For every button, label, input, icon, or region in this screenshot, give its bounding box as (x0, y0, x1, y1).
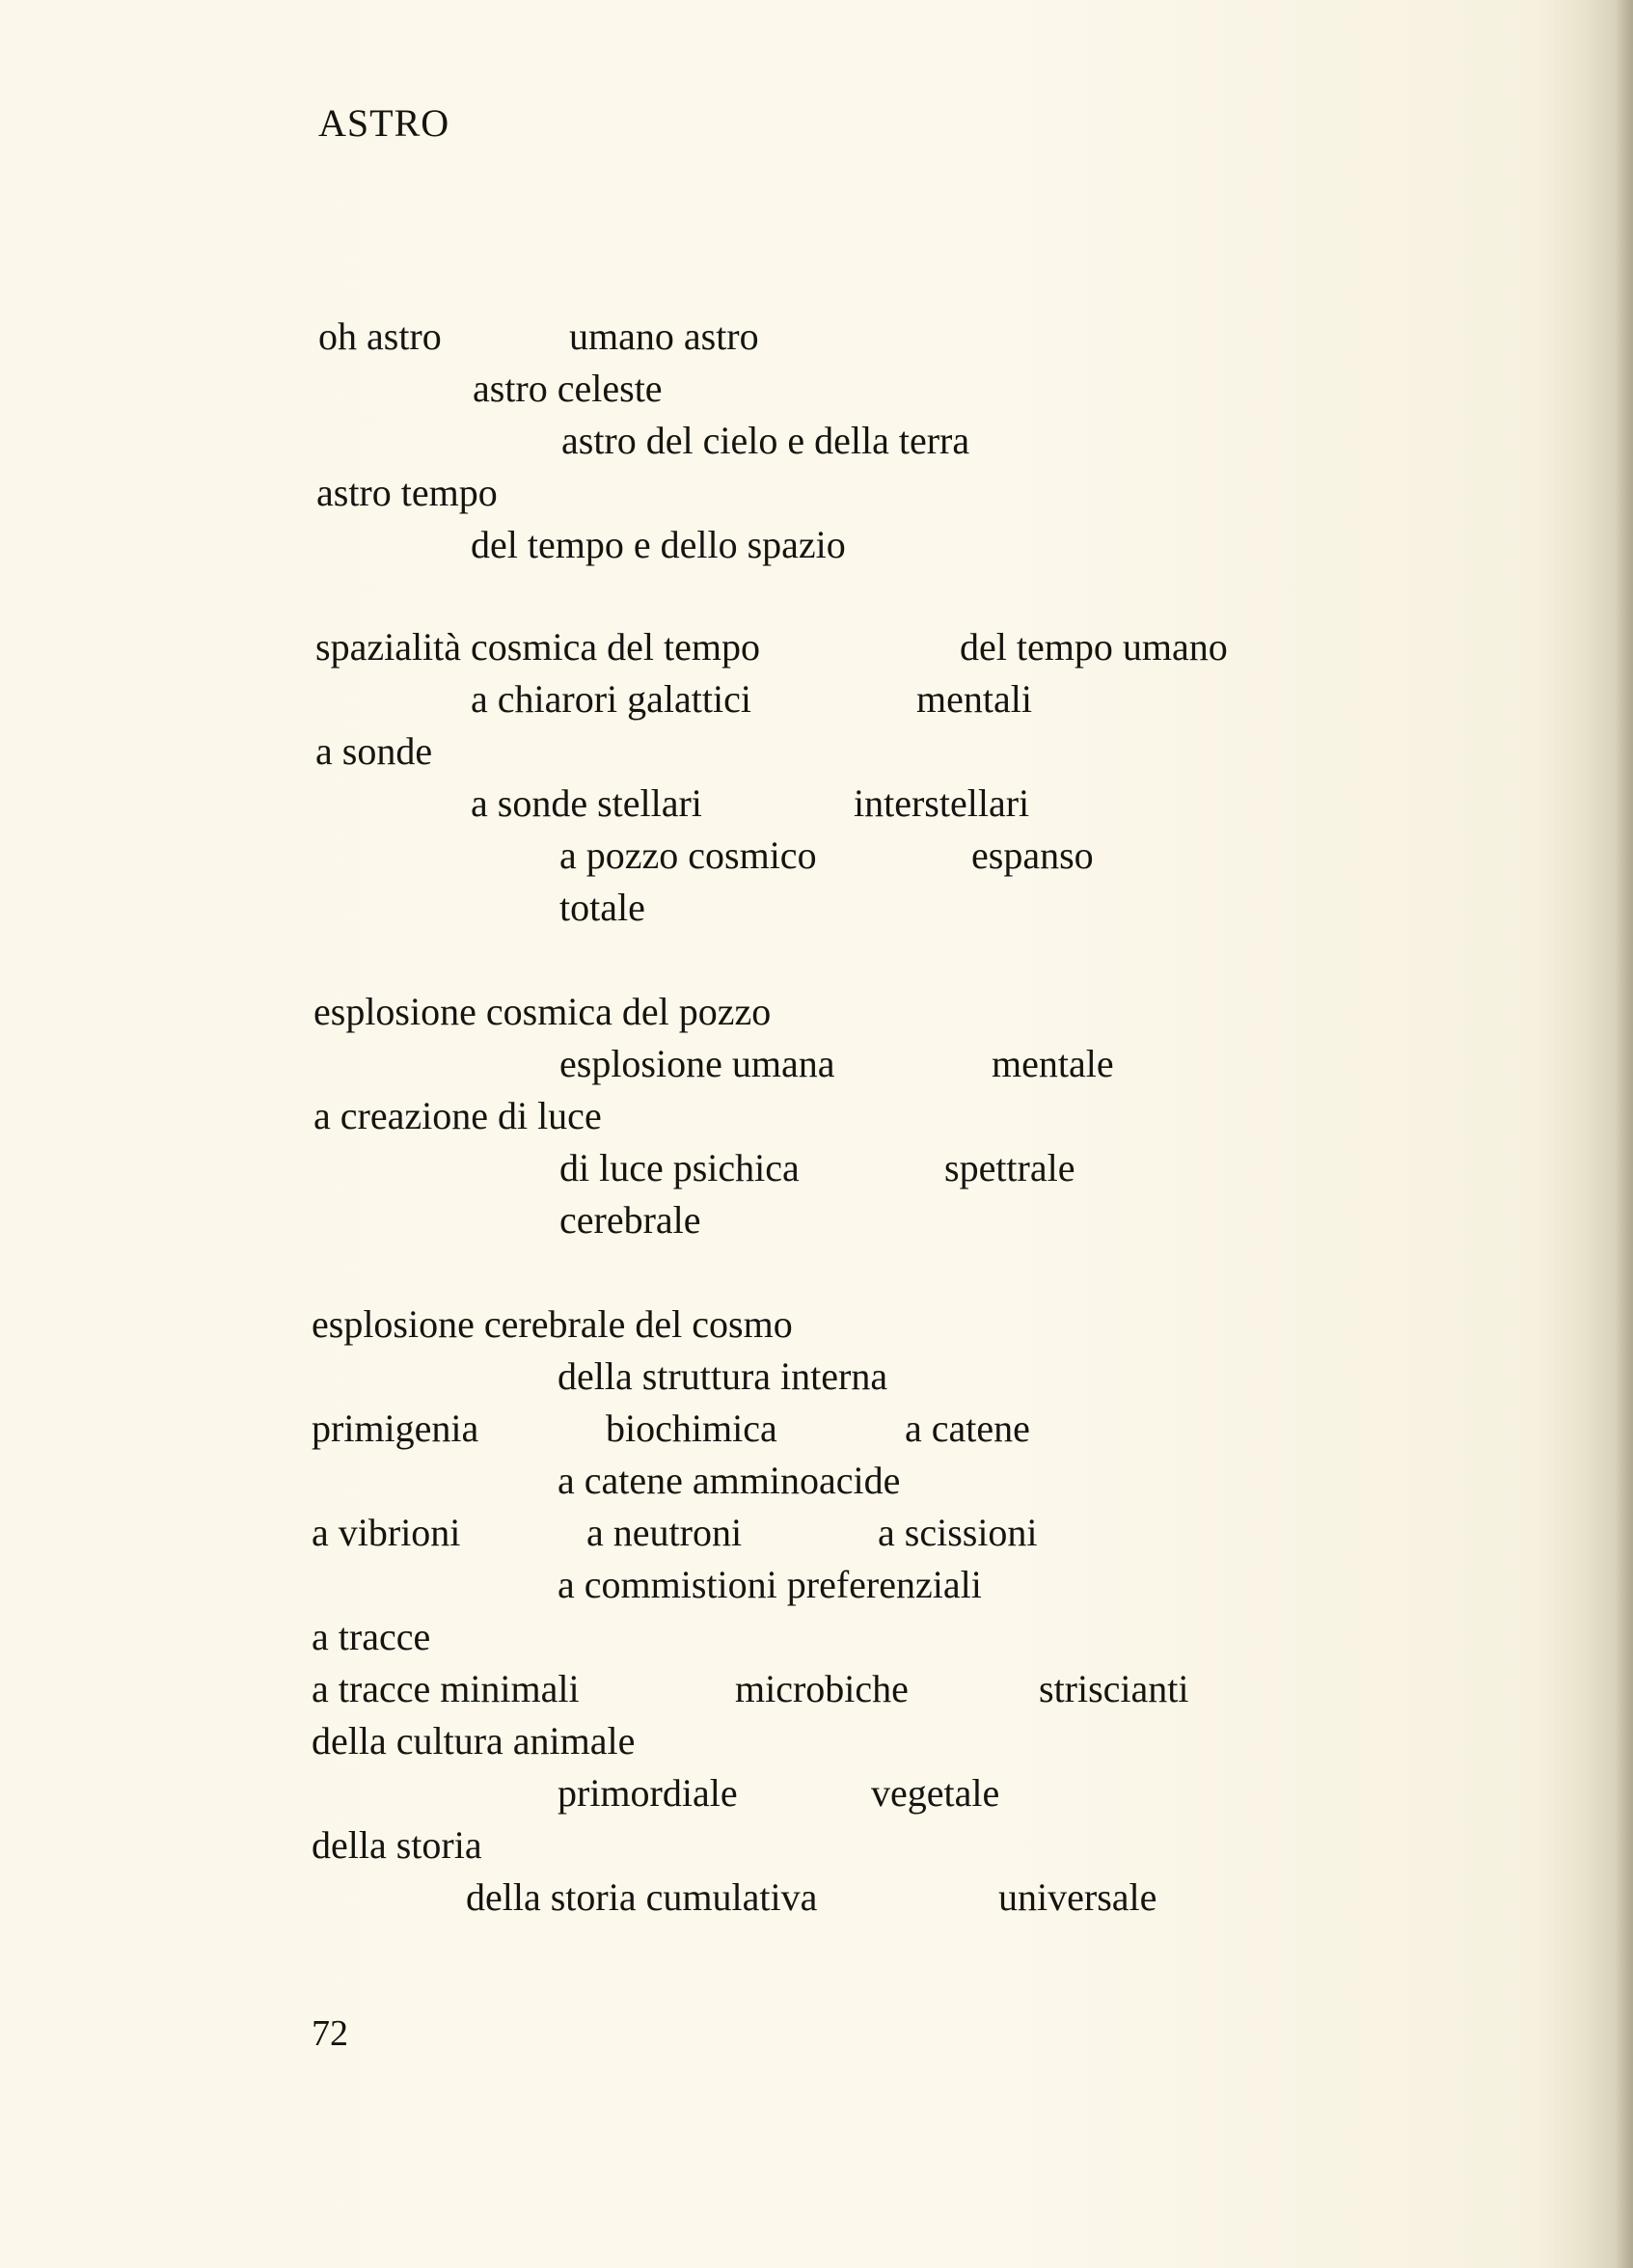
poem-text: totale (559, 886, 645, 929)
stanza-2-line-5 (0, 830, 1633, 882)
stanza-2-line-3 (0, 725, 1633, 778)
poem-text: primordiale (558, 1771, 738, 1815)
poem-text: oh astro (318, 314, 442, 358)
stanza-4-line-7 (0, 1611, 1633, 1663)
poem-text: del tempo umano (960, 625, 1228, 669)
stanza-1-line-1 (0, 311, 1633, 363)
poem-text: a catene (905, 1407, 1030, 1450)
poem-text: esplosione umana (559, 1042, 835, 1085)
poem-text: a commistioni preferenziali (558, 1563, 982, 1606)
poem-text: a pozzo cosmico (559, 833, 817, 877)
stanza-1-line-4 (0, 467, 1633, 519)
poem-text: mentale (992, 1042, 1114, 1085)
stanza-4-line-10 (0, 1767, 1633, 1819)
stanza-4-line-3 (0, 1403, 1633, 1455)
poem-text: astro del cielo e della terra (561, 419, 970, 462)
poem-title: ASTRO (318, 101, 450, 145)
poem-text: a tracce (312, 1615, 431, 1658)
stanza-2-line-1 (0, 621, 1633, 673)
poem-text: di luce psichica (559, 1146, 800, 1189)
stanza-4-line-9 (0, 1715, 1633, 1767)
poem-text: esplosione cosmica del pozzo (313, 990, 772, 1033)
poem-text: microbiche (735, 1667, 909, 1710)
stanza-4-line-5 (0, 1507, 1633, 1559)
stanza-2-line-2 (0, 673, 1633, 725)
poem-text: della storia (312, 1823, 482, 1867)
stanza-4-line-4 (0, 1455, 1633, 1507)
stanza-4-line-8 (0, 1663, 1633, 1715)
poem-text: astro celeste (473, 367, 663, 410)
poem-text: spettrale (944, 1146, 1075, 1189)
stanza-4-line-2 (0, 1351, 1633, 1403)
poem-text: della struttura interna (558, 1354, 888, 1398)
poem-text: cerebrale (559, 1198, 701, 1242)
poem-text: a catene amminoacide (558, 1459, 901, 1502)
page-number: 72 (312, 2013, 348, 2054)
poem-text: espanso (971, 833, 1094, 877)
stanza-3-line-2 (0, 1038, 1633, 1090)
poem-text: a sonde stellari (471, 781, 702, 825)
poem-text: a scissioni (878, 1511, 1038, 1554)
poem-text: mentali (916, 677, 1032, 721)
poem-text: del tempo e dello spazio (471, 523, 846, 566)
stanza-1-line-2 (0, 363, 1633, 415)
poem-text: striscianti (1039, 1667, 1189, 1710)
stanza-3-line-5 (0, 1194, 1633, 1246)
stanza-3-line-4 (0, 1142, 1633, 1194)
poem-text: astro tempo (316, 471, 498, 514)
stanza-2-line-4 (0, 778, 1633, 830)
stanza-1-line-5 (0, 519, 1633, 571)
poem-text: vegetale (871, 1771, 1000, 1815)
poem-text: umano astro (569, 314, 759, 358)
poem-text: interstellari (854, 781, 1030, 825)
poem-text: a vibrioni (312, 1511, 461, 1554)
poem-text: a tracce minimali (312, 1667, 580, 1710)
stanza-4-line-11 (0, 1819, 1633, 1872)
poem-text: della cultura animale (312, 1719, 636, 1762)
poem-text: spazialità cosmica del tempo (315, 625, 760, 669)
stanza-2-line-6 (0, 882, 1633, 934)
poem-text: a sonde (315, 729, 433, 773)
poem-text: esplosione cerebrale del cosmo (312, 1302, 793, 1346)
poem-text: della storia cumulativa (466, 1875, 818, 1919)
poem-text: a chiarori galattici (471, 677, 751, 721)
stanza-3-line-1 (0, 986, 1633, 1038)
poem-text: primigenia (312, 1407, 479, 1450)
stanza-1-line-3 (0, 415, 1633, 467)
stanza-4-line-6 (0, 1559, 1633, 1611)
stanza-3-line-3 (0, 1090, 1633, 1142)
stanza-4-line-12 (0, 1872, 1633, 1924)
poem-text: biochimica (606, 1407, 777, 1450)
poem-text: universale (998, 1875, 1157, 1919)
stanza-4-line-1 (0, 1298, 1633, 1351)
poem-text: a neutroni (586, 1511, 743, 1554)
poem-text: a creazione di luce (313, 1094, 602, 1137)
